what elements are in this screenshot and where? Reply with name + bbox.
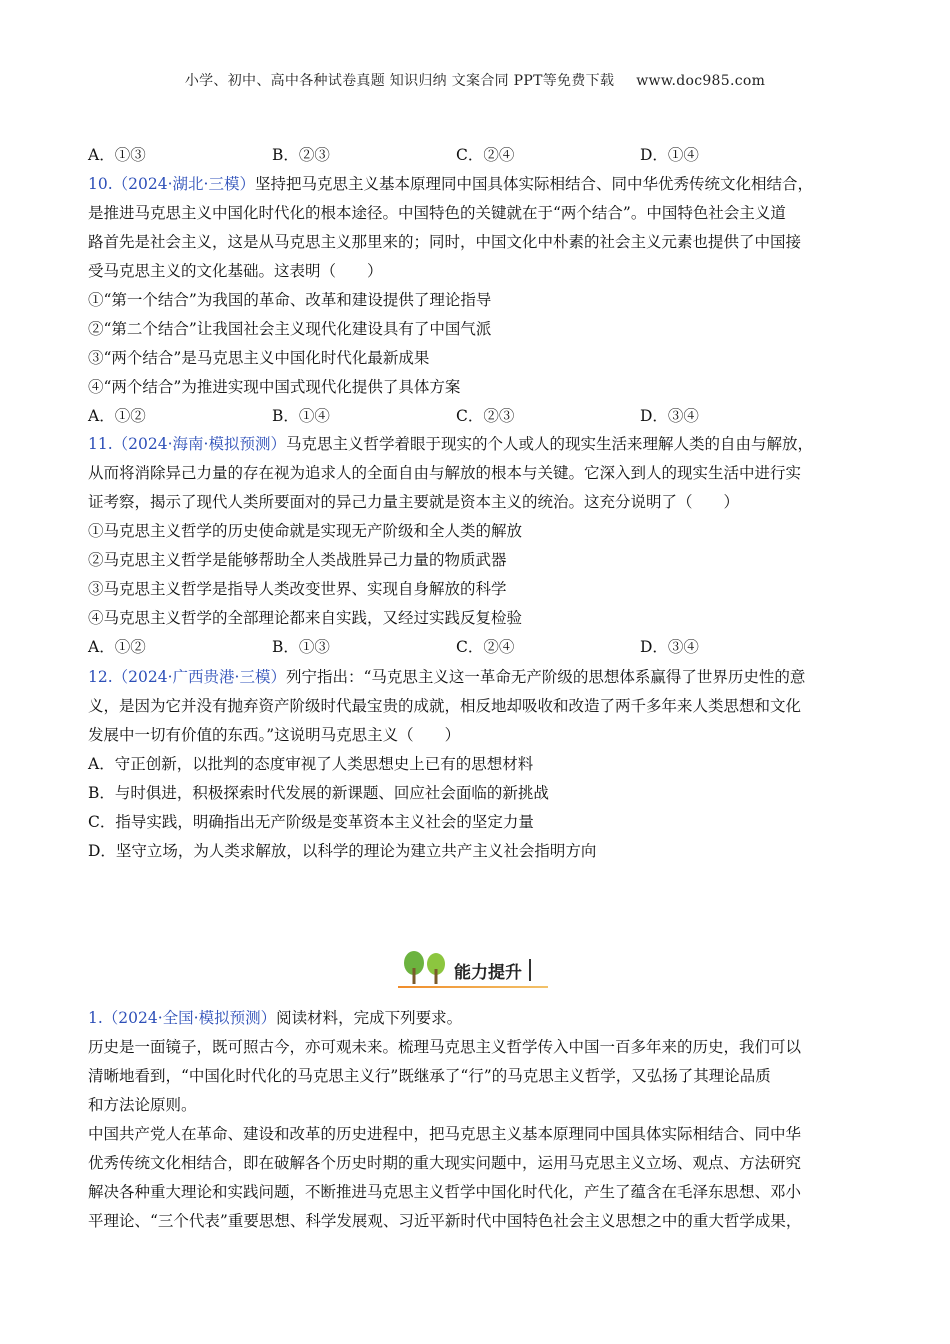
q10-option-a: A．①②	[88, 406, 146, 425]
q10-stem-3: 路首先是社会主义，这是从马克思主义那里来的；同时，中国文化中朴素的社会主义元素也提供了中国接	[88, 233, 802, 251]
q1-para2-line-2: 优秀传统文化相结合，即在破解各个历史时期的重大现实问题中，运用马克思主义立场、观点、方法研究	[88, 1154, 802, 1172]
q9-options	[88, 140, 868, 168]
q10-stem-1: 坚持把马克思主义基本原理同中国具体实际相结合、同中华优秀传统文化相结合，	[254, 175, 813, 193]
q9-option-d: D．①④	[640, 146, 699, 164]
q10-option-d: D．③④	[640, 406, 699, 425]
q10-option-b: B．①④	[272, 406, 330, 425]
q12-source-link[interactable]: （2024·广西贵港·三模）	[112, 668, 286, 686]
q11-source-link[interactable]: （2024·海南·模拟预测）	[112, 435, 286, 453]
q11-options	[88, 633, 868, 661]
q10-stem-4: 受马克思主义的文化基础。这表明（ ）	[88, 262, 383, 280]
q9-option-b: B．②③	[272, 146, 330, 164]
q1-source-link[interactable]: （2024·全国·模拟预测）	[102, 1009, 277, 1027]
q11-option-c: C．②④	[456, 637, 515, 656]
q12-choice-d: D．坚守立场，为人类求解放，以科学的理论为建立共产主义社会指明方向	[88, 842, 597, 860]
q1-intro: 阅读材料，完成下列要求。	[276, 1009, 463, 1027]
q12-choice-b: B．与时俱进，积极探索时代发展的新课题、回应社会面临的新挑战	[88, 784, 549, 802]
q1-para2-line-1: 中国共产党人在革命、建设和改革的历史进程中，把马克思主义基本原理同中国具体实际相结合、同中华	[88, 1125, 802, 1143]
q11-item-4: ④马克思主义哲学的全部理论都来自实践，又经过实践反复检验	[88, 609, 523, 627]
q10-option-c: C．②③	[456, 406, 515, 425]
q12-choice-c: C．指导实践，明确指出无产阶级是变革资本主义社会的坚定力量	[88, 813, 534, 831]
q1-para1-line-3: 和方法论原则。	[88, 1096, 197, 1114]
q1-para1-line-2: 清晰地看到，“中国化时代化的马克思主义行”既继承了“行”的马克思主义哲学，又弘扬了其理论品质	[88, 1067, 771, 1085]
q10-stem-2: 是推进马克思主义中国化时代化的根本途径。中国特色的关键就在于“两个结合”。中国特色社会主义道	[88, 204, 786, 222]
section-title: 能力提升	[454, 963, 522, 983]
q1-para1-line-1: 历史是一面镜子，既可照古今，亦可观未来。梳理马克思主义哲学传入中国一百多年来的历史，我们可以	[88, 1038, 802, 1056]
questions	[88, 140, 868, 866]
tree-icon	[400, 950, 452, 986]
q10-number: 10.	[88, 175, 113, 193]
q9-option-a: A．①③	[88, 146, 146, 164]
q12-stem-1: 列宁指出：“马克思主义这一革命无产阶级的思想体系赢得了世界历史性的意	[285, 668, 806, 686]
q11-item-1: ①马克思主义哲学的历史使命就是实现无产阶级和全人类的解放	[88, 522, 523, 540]
q10-options	[88, 402, 868, 430]
q11-option-d: D．③④	[640, 637, 699, 656]
q1-paragraph-2	[88, 1120, 868, 1236]
section-heading	[398, 950, 548, 994]
q12-stem-3: 发展中一切有价值的东西。”这说明马克思主义（ ）	[88, 726, 461, 744]
q10-source-link[interactable]: （2024·湖北·三模）	[112, 175, 255, 193]
q1-number: 1.	[88, 1009, 103, 1027]
q10-item-4: ④“两个结合”为推进实现中国式现代化提供了具体方案	[88, 378, 461, 396]
q11-stem-2: 从而将消除异己力量的存在视为追求人的全面自由与解放的根本与关键。它深入到人的现实生活中进行实	[88, 464, 802, 482]
q11-item-3: ③马克思主义哲学是指导人类改变世界、实现自身解放的科学	[88, 580, 507, 598]
q9-option-c: C．②④	[456, 146, 515, 164]
section-underline	[398, 986, 548, 988]
q11-stem-1: 马克思主义哲学着眼于现实的个人或人的现实生活来理解人类的自由与解放，	[285, 435, 813, 453]
header-text: 小学、初中、高中各种试卷真题 知识归纳 文案合同 PPT等免费下载	[184, 73, 615, 89]
q11-item-2: ②马克思主义哲学是能够帮助全人类战胜异己力量的物质武器	[88, 551, 507, 569]
question-12	[88, 663, 868, 866]
text-cursor	[529, 959, 531, 981]
q12-choice-a: A．守正创新，以批判的态度审视了人类思想史上已有的思想材料	[88, 755, 534, 773]
q11-stem-3: 证考察，揭示了现代人类所要面对的异己力量主要就是资本主义的统治。这充分说明了（ ）	[88, 493, 740, 511]
q1-paragraph-1	[88, 1033, 868, 1120]
header-site: www.doc985.com	[636, 73, 766, 89]
q12-number: 12.	[88, 668, 113, 686]
question-10	[88, 170, 868, 430]
q11-option-a: A．①②	[88, 637, 146, 656]
q1-para2-line-3: 解决各种重大理论和实践问题，不断推进马克思主义哲学中国化时代化，产生了蕴含在毛泽东思想、邓小	[88, 1183, 802, 1201]
question-1	[88, 1004, 868, 1236]
q10-item-2: ②“第二个结合”让我国社会主义现代化建设具有了中国气派	[88, 320, 492, 338]
page-header	[0, 70, 950, 90]
q11-option-b: B．①③	[272, 637, 330, 656]
q1-para2-line-4: 平理论、“三个代表”重要思想、科学发展观、习近平新时代中国特色社会主义思想之中的重大哲学成果，	[88, 1212, 802, 1230]
q12-stem-2: 义，是因为它并没有抛弃资产阶级时代最宝贵的成就，相反地却吸收和改造了两千多年来人类思想和文化	[88, 697, 802, 715]
question-11	[88, 430, 868, 661]
q11-number: 11.	[88, 435, 113, 453]
q10-item-1: ①“第一个结合”为我国的革命、改革和建设提供了理论指导	[88, 291, 492, 309]
q10-item-3: ③“两个结合”是马克思主义中国化时代化最新成果	[88, 349, 430, 367]
